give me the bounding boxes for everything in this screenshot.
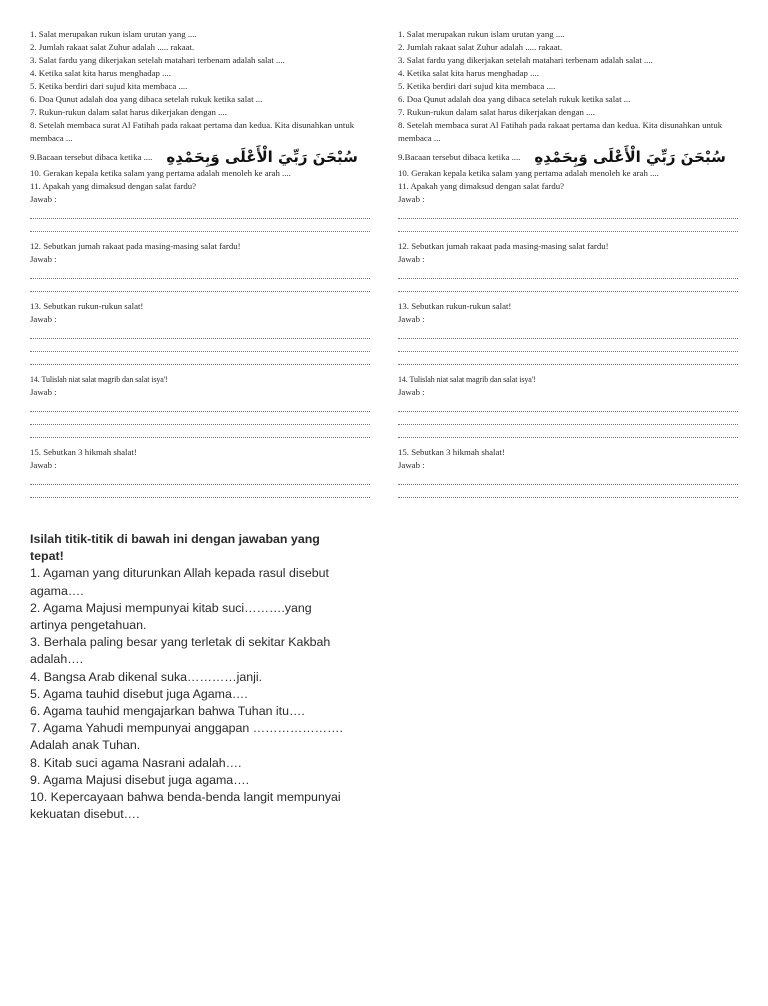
question-6: 6. Doa Qunut adalah doa yang dibaca setelah rukuk ketika salat ... bbox=[30, 94, 263, 104]
fill-in-item: 7. Agama Yahudi mempunyai anggapan …………………. Adalah anak Tuhan. bbox=[30, 721, 343, 753]
answer-label: Jawab : bbox=[30, 254, 57, 264]
question-1: 1. Salat merupakan rukun islam urutan yang .... bbox=[398, 29, 565, 39]
question-8: 8. Setelah membaca surat Al Fatihah pada rakaat pertama dan kedua. Kita disunahkan untuk membaca ... bbox=[30, 120, 355, 143]
fill-in-item: 9. Agama Majusi disebut juga agama…. bbox=[30, 772, 250, 787]
worksheet-left bbox=[30, 28, 370, 498]
answer-label: Jawab : bbox=[30, 387, 57, 397]
answer-line[interactable] bbox=[30, 326, 370, 339]
answer-label: Jawab : bbox=[398, 314, 425, 324]
question-2: 2. Jumlah rakaat salat Zuhur adalah ..... rakaat. bbox=[30, 42, 195, 52]
answer-label: Jawab : bbox=[398, 254, 425, 264]
answer-line[interactable] bbox=[30, 399, 370, 412]
answer-line[interactable] bbox=[398, 279, 738, 292]
fill-in-item: 6. Agama tauhid mengajarkan bahwa Tuhan itu…. bbox=[30, 704, 305, 719]
fill-in-section bbox=[30, 531, 350, 823]
answer-line[interactable] bbox=[398, 425, 738, 438]
fill-in-item: 10. Kepercayaan bahwa benda-benda langit mempunyai kekuatan disebut…. bbox=[30, 790, 341, 822]
answer-label: Jawab : bbox=[398, 194, 425, 204]
answer-line[interactable] bbox=[398, 266, 738, 279]
answer-line[interactable] bbox=[398, 339, 738, 352]
answer-line[interactable] bbox=[30, 352, 370, 365]
answer-line[interactable] bbox=[398, 206, 738, 219]
answer-label: Jawab : bbox=[30, 460, 57, 470]
answer-line[interactable] bbox=[30, 219, 370, 232]
question-15: 15. Sebutkan 3 hikmah shalat! bbox=[30, 447, 137, 457]
question-11: 11. Apakah yang dimaksud dengan salat fardu? bbox=[398, 181, 565, 191]
fill-in-item: 4. Bangsa Arab dikenal suka…………janji. bbox=[30, 669, 263, 684]
question-3: 3. Salat fardu yang dikerjakan setelah matahari terbenam adalah salat .... bbox=[30, 55, 285, 65]
question-7: 7. Rukun-rukun dalam salat harus dikerjakan dengan .... bbox=[30, 107, 227, 117]
question-5: 5. Ketika berdiri dari sujud kita membaca .... bbox=[398, 81, 556, 91]
question-14: 14. Tulislah niat salat magrib dan salat isya'! bbox=[30, 375, 168, 384]
question-6: 6. Doa Qunut adalah doa yang dibaca setelah rukuk ketika salat ... bbox=[398, 94, 631, 104]
fill-in-title: Isilah titik-titik di bawah ini dengan jawaban yang tepat! bbox=[30, 532, 320, 564]
answer-line[interactable] bbox=[30, 412, 370, 425]
question-12: 12. Sebutkan jumah rakaat pada masing-masing salat fardu! bbox=[398, 241, 609, 251]
question-10: 10. Gerakan kepala ketika salam yang pertama adalah menoleh ke arah .... bbox=[398, 168, 659, 178]
answer-line[interactable] bbox=[398, 485, 738, 498]
question-10: 10. Gerakan kepala ketika salam yang pertama adalah menoleh ke arah .... bbox=[30, 168, 291, 178]
fill-in-item: 3. Berhala paling besar yang terletak di sekitar Kakbah adalah…. bbox=[30, 635, 331, 667]
fill-in-item: 5. Agama tauhid disebut juga Agama…. bbox=[30, 686, 248, 701]
worksheet-right bbox=[398, 28, 738, 498]
question-4: 4. Ketika salat kita harus menghadap .... bbox=[398, 68, 539, 78]
question-12: 12. Sebutkan jumah rakaat pada masing-masing salat fardu! bbox=[30, 241, 241, 251]
answer-line[interactable] bbox=[30, 206, 370, 219]
answer-line[interactable] bbox=[30, 425, 370, 438]
question-3: 3. Salat fardu yang dikerjakan setelah matahari terbenam adalah salat .... bbox=[398, 55, 653, 65]
answer-line[interactable] bbox=[398, 412, 738, 425]
answer-line[interactable] bbox=[30, 279, 370, 292]
question-9-text: 9.Bacaan tersebut dibaca ketika .... bbox=[398, 151, 521, 162]
question-9 bbox=[30, 147, 370, 167]
question-8: 8. Setelah membaca surat Al Fatihah pada rakaat pertama dan kedua. Kita disunahkan untuk membaca ... bbox=[398, 120, 723, 143]
fill-in-item: 8. Kitab suci agama Nasrani adalah…. bbox=[30, 755, 242, 770]
arabic-phrase: سُبْحَنَ رَبِّيَ الْأَعْلَى وَبِحَمْدِهِ bbox=[534, 147, 726, 166]
question-9-text: 9.Bacaan tersebut dibaca ketika .... bbox=[30, 151, 153, 162]
question-1: 1. Salat merupakan rukun islam urutan yang .... bbox=[30, 29, 197, 39]
answer-line[interactable] bbox=[30, 485, 370, 498]
question-11: 11. Apakah yang dimaksud dengan salat fardu? bbox=[30, 181, 197, 191]
answer-line[interactable] bbox=[398, 326, 738, 339]
answer-line[interactable] bbox=[398, 472, 738, 485]
answer-line[interactable] bbox=[398, 219, 738, 232]
question-4: 4. Ketika salat kita harus menghadap .... bbox=[30, 68, 171, 78]
fill-in-item: 2. Agama Majusi mempunyai kitab suci……….yang artinya pengetahuan. bbox=[30, 600, 312, 633]
arabic-phrase: سُبْحَنَ رَبِّيَ الْأَعْلَى وَبِحَمْدِهِ bbox=[166, 147, 358, 166]
answer-line[interactable] bbox=[398, 399, 738, 412]
answer-label: Jawab : bbox=[30, 194, 57, 204]
answer-line[interactable] bbox=[398, 352, 738, 365]
question-2: 2. Jumlah rakaat salat Zuhur adalah ..... rakaat. bbox=[398, 42, 563, 52]
question-14: 14. Tulislah niat salat magrib dan salat isya'! bbox=[398, 375, 536, 384]
question-9 bbox=[398, 147, 738, 167]
fill-in-item: 1. Agaman yang diturunkan Allah kepada rasul disebut agama…. bbox=[30, 566, 329, 598]
question-13: 13. Sebutkan rukun-rukun salat! bbox=[398, 301, 512, 311]
answer-line[interactable] bbox=[30, 266, 370, 279]
question-5: 5. Ketika berdiri dari sujud kita membaca .... bbox=[30, 81, 188, 91]
question-7: 7. Rukun-rukun dalam salat harus dikerjakan dengan .... bbox=[398, 107, 595, 117]
answer-label: Jawab : bbox=[398, 387, 425, 397]
question-13: 13. Sebutkan rukun-rukun salat! bbox=[30, 301, 144, 311]
answer-line[interactable] bbox=[30, 339, 370, 352]
answer-label: Jawab : bbox=[398, 460, 425, 470]
answer-line[interactable] bbox=[30, 472, 370, 485]
answer-label: Jawab : bbox=[30, 314, 57, 324]
question-15: 15. Sebutkan 3 hikmah shalat! bbox=[398, 447, 505, 457]
